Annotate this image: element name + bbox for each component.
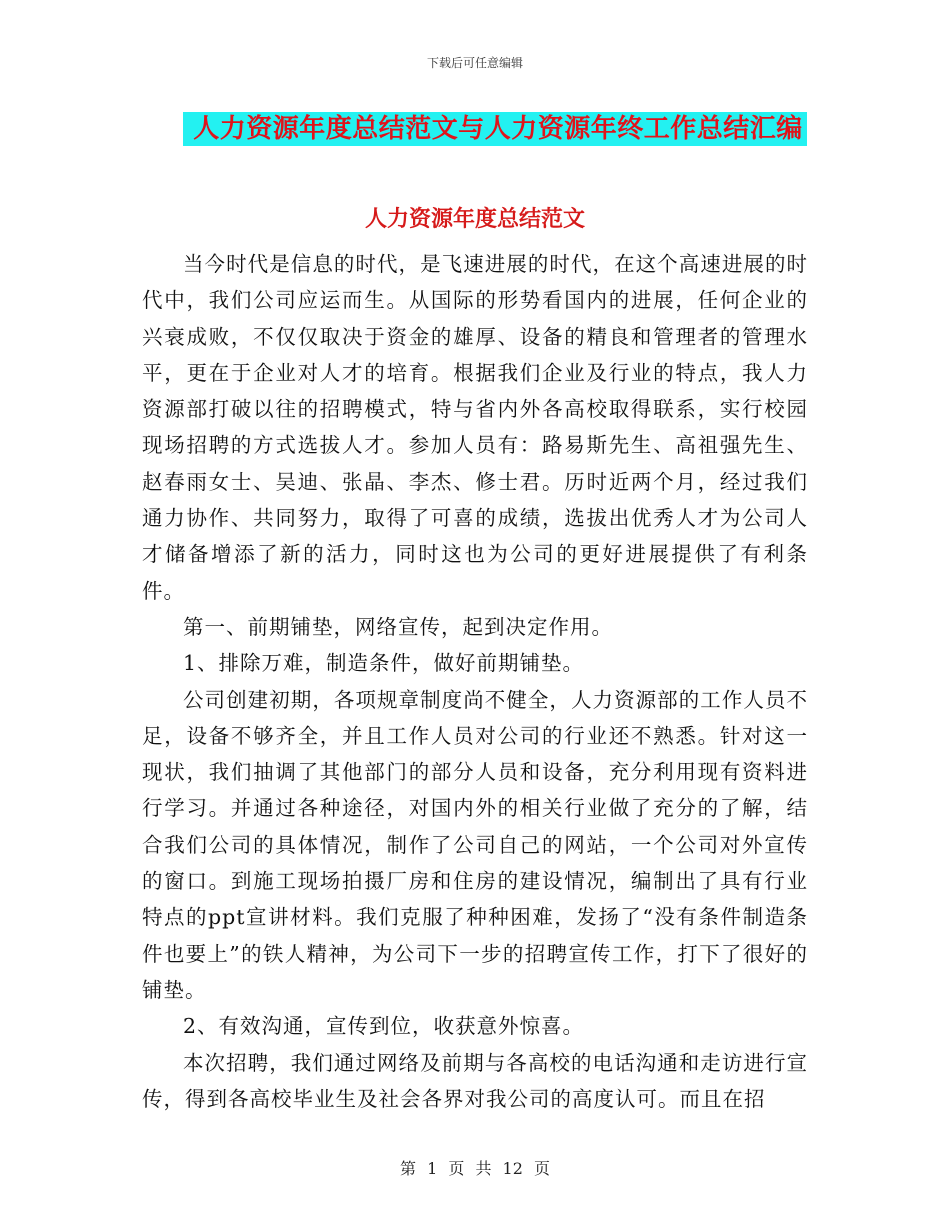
page-number-footer: 第 1 页 共 12 页 [400, 1159, 550, 1178]
body-paragraph: 第一、前期铺垫，网络宣传，起到决定作用。 [183, 614, 613, 639]
document-body [142, 246, 808, 1117]
body-paragraph: 公司创建初期，各项规章制度尚不健全，人力资源部的工作人员不足，设备不够齐全，并且工作人员对公司的行业还不熟悉。针对这一现状，我们抽调了其他部门的部分人员和设备，充分利用现有资料进行学习。并通过各种途径，对国内外的相关行业做了充分的了解，结合我们公司的具体情况，制作了公司自己的网站，一个公司对外宣传的窗口。到施工现场拍摄厂房和住房的建设情况，编制出了具有行业特点的ppt宣讲材料。我们克服了种种困难，发扬了“没有条件制造条件也要上”的铁人精神，为公司下一步的招聘宣传工作，打下了很好的铺垫。 [142, 687, 808, 1002]
main-title-highlight: 人力资源年度总结范文与人力资源年终工作总结汇编 [183, 112, 807, 146]
body-paragraph: 2、有效沟通，宣传到位，收获意外惊喜。 [183, 1014, 585, 1039]
body-paragraph: 当今时代是信息的时代，是飞速进展的时代，在这个高速进展的时代中，我们公司应运而生。从国际的形势看国内的进展，任何企业的兴衰成败，不仅仅取决于资金的雄厚、设备的精良和管理者的管理水平，更在于企业对人才的培育。根据我们企业及行业的特点，我人力资源部打破以往的招聘模式，特与省内外各高校取得联系，实行校园现场招聘的方式选拔人才。参加人员有：路易斯先生、高祖强先生、赵春雨女士、吴迪、张晶、李杰、修士君。历时近两个月，经过我们通力协作、共同努力，取得了可喜的成绩，选拔出优秀人才为公司人才储备增添了新的活力，同时这也为公司的更好进展提供了有利条件。 [142, 252, 808, 603]
page-header-note: 下载后可任意编辑 [426, 56, 523, 70]
body-paragraph: 本次招聘，我们通过网络及前期与各高校的电话沟通和走访进行宣传，得到各高校毕业生及社会各界对我公司的高度认可。而且在招 [142, 1050, 808, 1111]
section-title: 人力资源年度总结范文 [364, 207, 585, 232]
document-main-title [0, 112, 950, 146]
body-paragraph: 1、排除万难，制造条件，做好前期铺垫。 [183, 651, 585, 676]
